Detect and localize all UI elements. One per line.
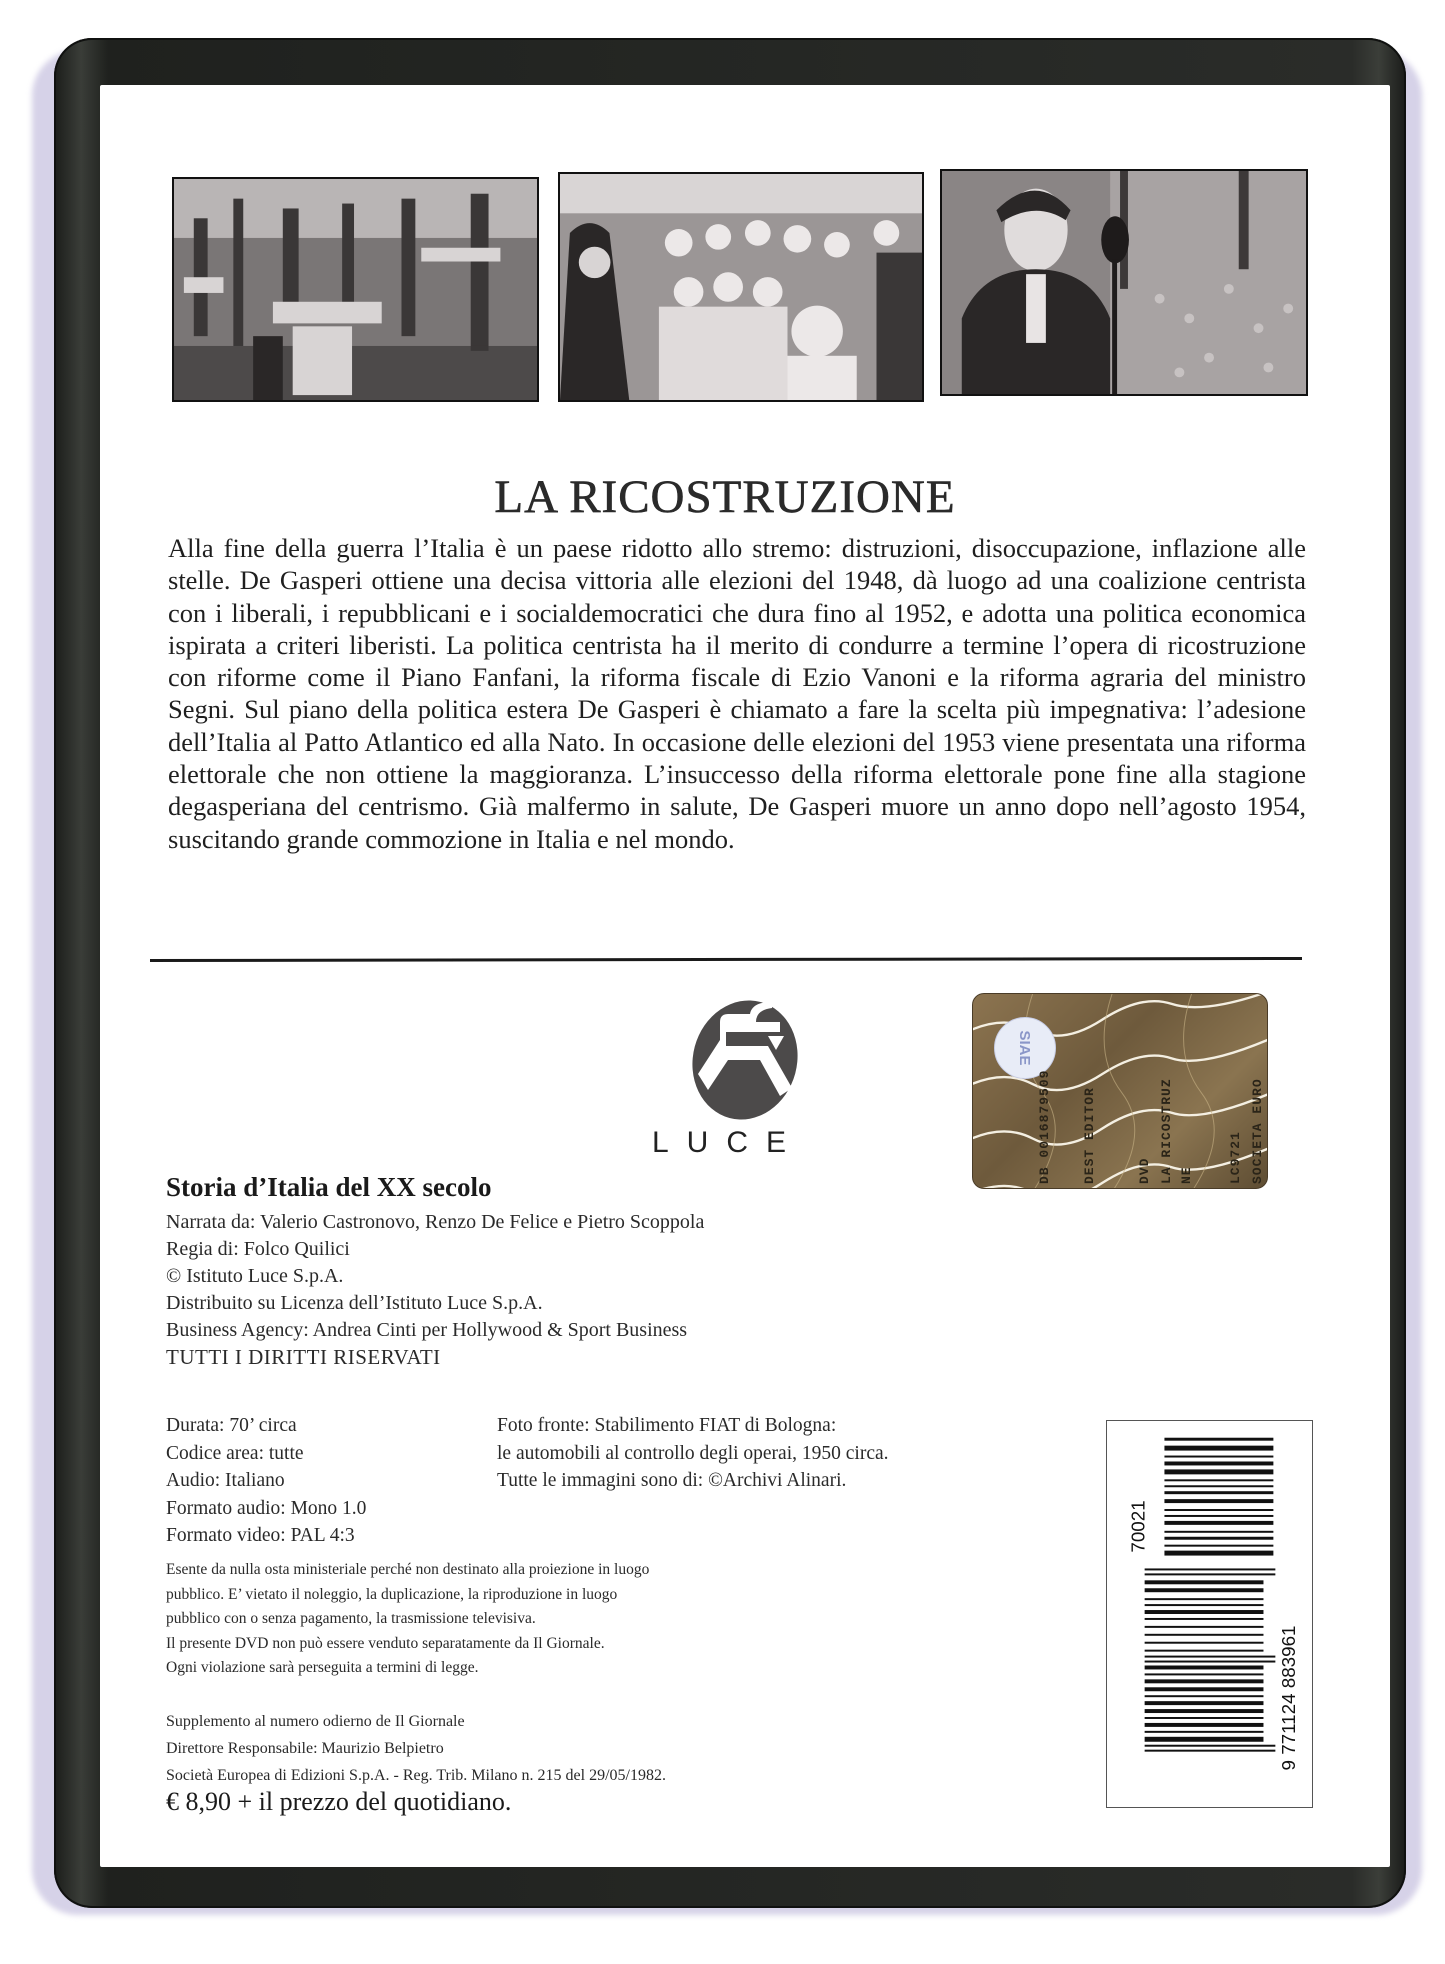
publisher-line: Direttore Responsabile: Maurizio Belpietro bbox=[166, 1740, 444, 1757]
photo-credit-line: Foto fronte: Stabilimento FIAT di Bologna: bbox=[497, 1415, 837, 1436]
spec-line: Codice area: tutte bbox=[166, 1442, 304, 1464]
legal-notice bbox=[166, 1558, 649, 1681]
legal-line: Il presente DVD non può essere venduto separatamente da Il Giornale. bbox=[166, 1634, 605, 1652]
siae-hologram-sticker bbox=[972, 993, 1268, 1189]
barcode-addon-digits: 70021 bbox=[1127, 1500, 1149, 1553]
legal-line: pubblico. E’ vietato il noleggio, la duplicazione, la riproduzione in luogo bbox=[166, 1585, 618, 1603]
technical-specs bbox=[166, 1412, 366, 1550]
publisher-line: Supplemento al numero odierno de Il Giornale bbox=[166, 1713, 465, 1730]
credit-line: © Istituto Luce S.p.A. bbox=[166, 1265, 344, 1287]
spec-line: Formato audio: Mono 1.0 bbox=[166, 1497, 367, 1519]
hologram-line: NE bbox=[1179, 1166, 1194, 1184]
series-title: Storia d’Italia del XX secolo bbox=[166, 1172, 492, 1202]
legal-line: Ogni violazione sarà perseguita a termini di legge. bbox=[166, 1659, 479, 1676]
synopsis-text: Alla fine della guerra l’Italia è un paese ridotto allo stremo: distruzioni, disoccupazione, inflazione alle stelle. De Gasperi ottiene una decisa vittoria alle elezioni del 1948, dà luogo ad una coalizione centrista con i liberali, i repubblicani e i socialdemocratici che dura fino al 1952, e adotta una politica economica ispirata a criteri liberisti. La politica centrista ha il merito di condurre a termine l’opera di ricostruzione con riforme come il Piano Fanfani, la riforma fiscale di Ezio Vanoni e la riforma agraria del ministro Segni. Sul piano della politica estera De Gasperi è chiamato a fare la scelta più impegnativa: l’adesione dell’Italia al Patto Atlantico ed alla Nato. In occasione delle elezioni del 1953 viene presentata una riforma elettorale che non ottiene la maggioranza. L’insuccesso della riforma elettorale pone fine alla stagione degasperiana del centrismo. Già malfermo in salute, De Gasperi muore un anno dopo nell’agosto 1954, suscitando grande commozione in Italia e nel mondo. bbox=[168, 533, 1306, 854]
luce-wordmark: LUCE bbox=[652, 1126, 805, 1159]
legal-line: Esente da nulla osta ministeriale perché non destinato alla proiezione in luogo bbox=[166, 1561, 650, 1578]
hologram-line: DEST EDITOR bbox=[1082, 1087, 1097, 1184]
hologram-line: DB 0016879509 bbox=[1037, 1069, 1052, 1184]
credit-line: Narrata da: Valerio Castronovo, Renzo De Felice e Pietro Scoppola bbox=[166, 1211, 705, 1233]
credit-line: Business Agency: Andrea Cinti per Hollywood & Sport Business bbox=[166, 1319, 688, 1341]
hologram-line: LC9721 bbox=[1228, 1131, 1243, 1184]
hologram-line: SOCIETA EURO bbox=[1250, 1078, 1265, 1184]
price-label: € 8,90 + il prezzo del quotidiano. bbox=[166, 1787, 512, 1816]
children-crowd-photo bbox=[558, 172, 924, 402]
photo-credit-line: le automobili al controllo degli operai, 1950 circa. bbox=[497, 1442, 889, 1464]
spec-line: Durata: 70’ circa bbox=[166, 1415, 297, 1436]
speaker-microphone-photo bbox=[940, 169, 1308, 396]
credit-line: Regia di: Folco Quilici bbox=[166, 1238, 350, 1260]
legal-line: pubblico con o senza pagamento, la trasmissione televisiva. bbox=[166, 1610, 536, 1627]
barcode-main-digits: 9 771124 883961 bbox=[1278, 1625, 1300, 1771]
rights-notice: TUTTI I DIRITTI RISERVATI bbox=[166, 1345, 441, 1369]
credits-block bbox=[166, 1209, 704, 1371]
factory-workshop-photo bbox=[172, 177, 539, 402]
credit-line: Distribuito su Licenza dell’Istituto Luce S.p.A. bbox=[166, 1292, 543, 1314]
page-title: LA RICOSTRUZIONE bbox=[494, 471, 956, 523]
barcode bbox=[1106, 1420, 1313, 1808]
photo-credits bbox=[497, 1412, 889, 1495]
spec-line: Formato video: PAL 4:3 bbox=[166, 1525, 355, 1546]
photo-credit-line: Tutte le immagini sono di: ©Archivi Alinari. bbox=[497, 1470, 847, 1491]
spec-line: Audio: Italiano bbox=[166, 1470, 285, 1491]
hologram-line: DVD bbox=[1137, 1157, 1152, 1184]
publisher-line: Società Europea di Edizioni S.p.A. - Reg. Trib. Milano n. 215 del 29/05/1982. bbox=[166, 1767, 666, 1784]
publisher-info bbox=[166, 1708, 666, 1789]
siae-seal-icon: SIAE bbox=[994, 1017, 1056, 1079]
luce-eagle-logo-icon bbox=[680, 992, 810, 1122]
hologram-line: LA RICOSTRUZ bbox=[1159, 1078, 1174, 1184]
